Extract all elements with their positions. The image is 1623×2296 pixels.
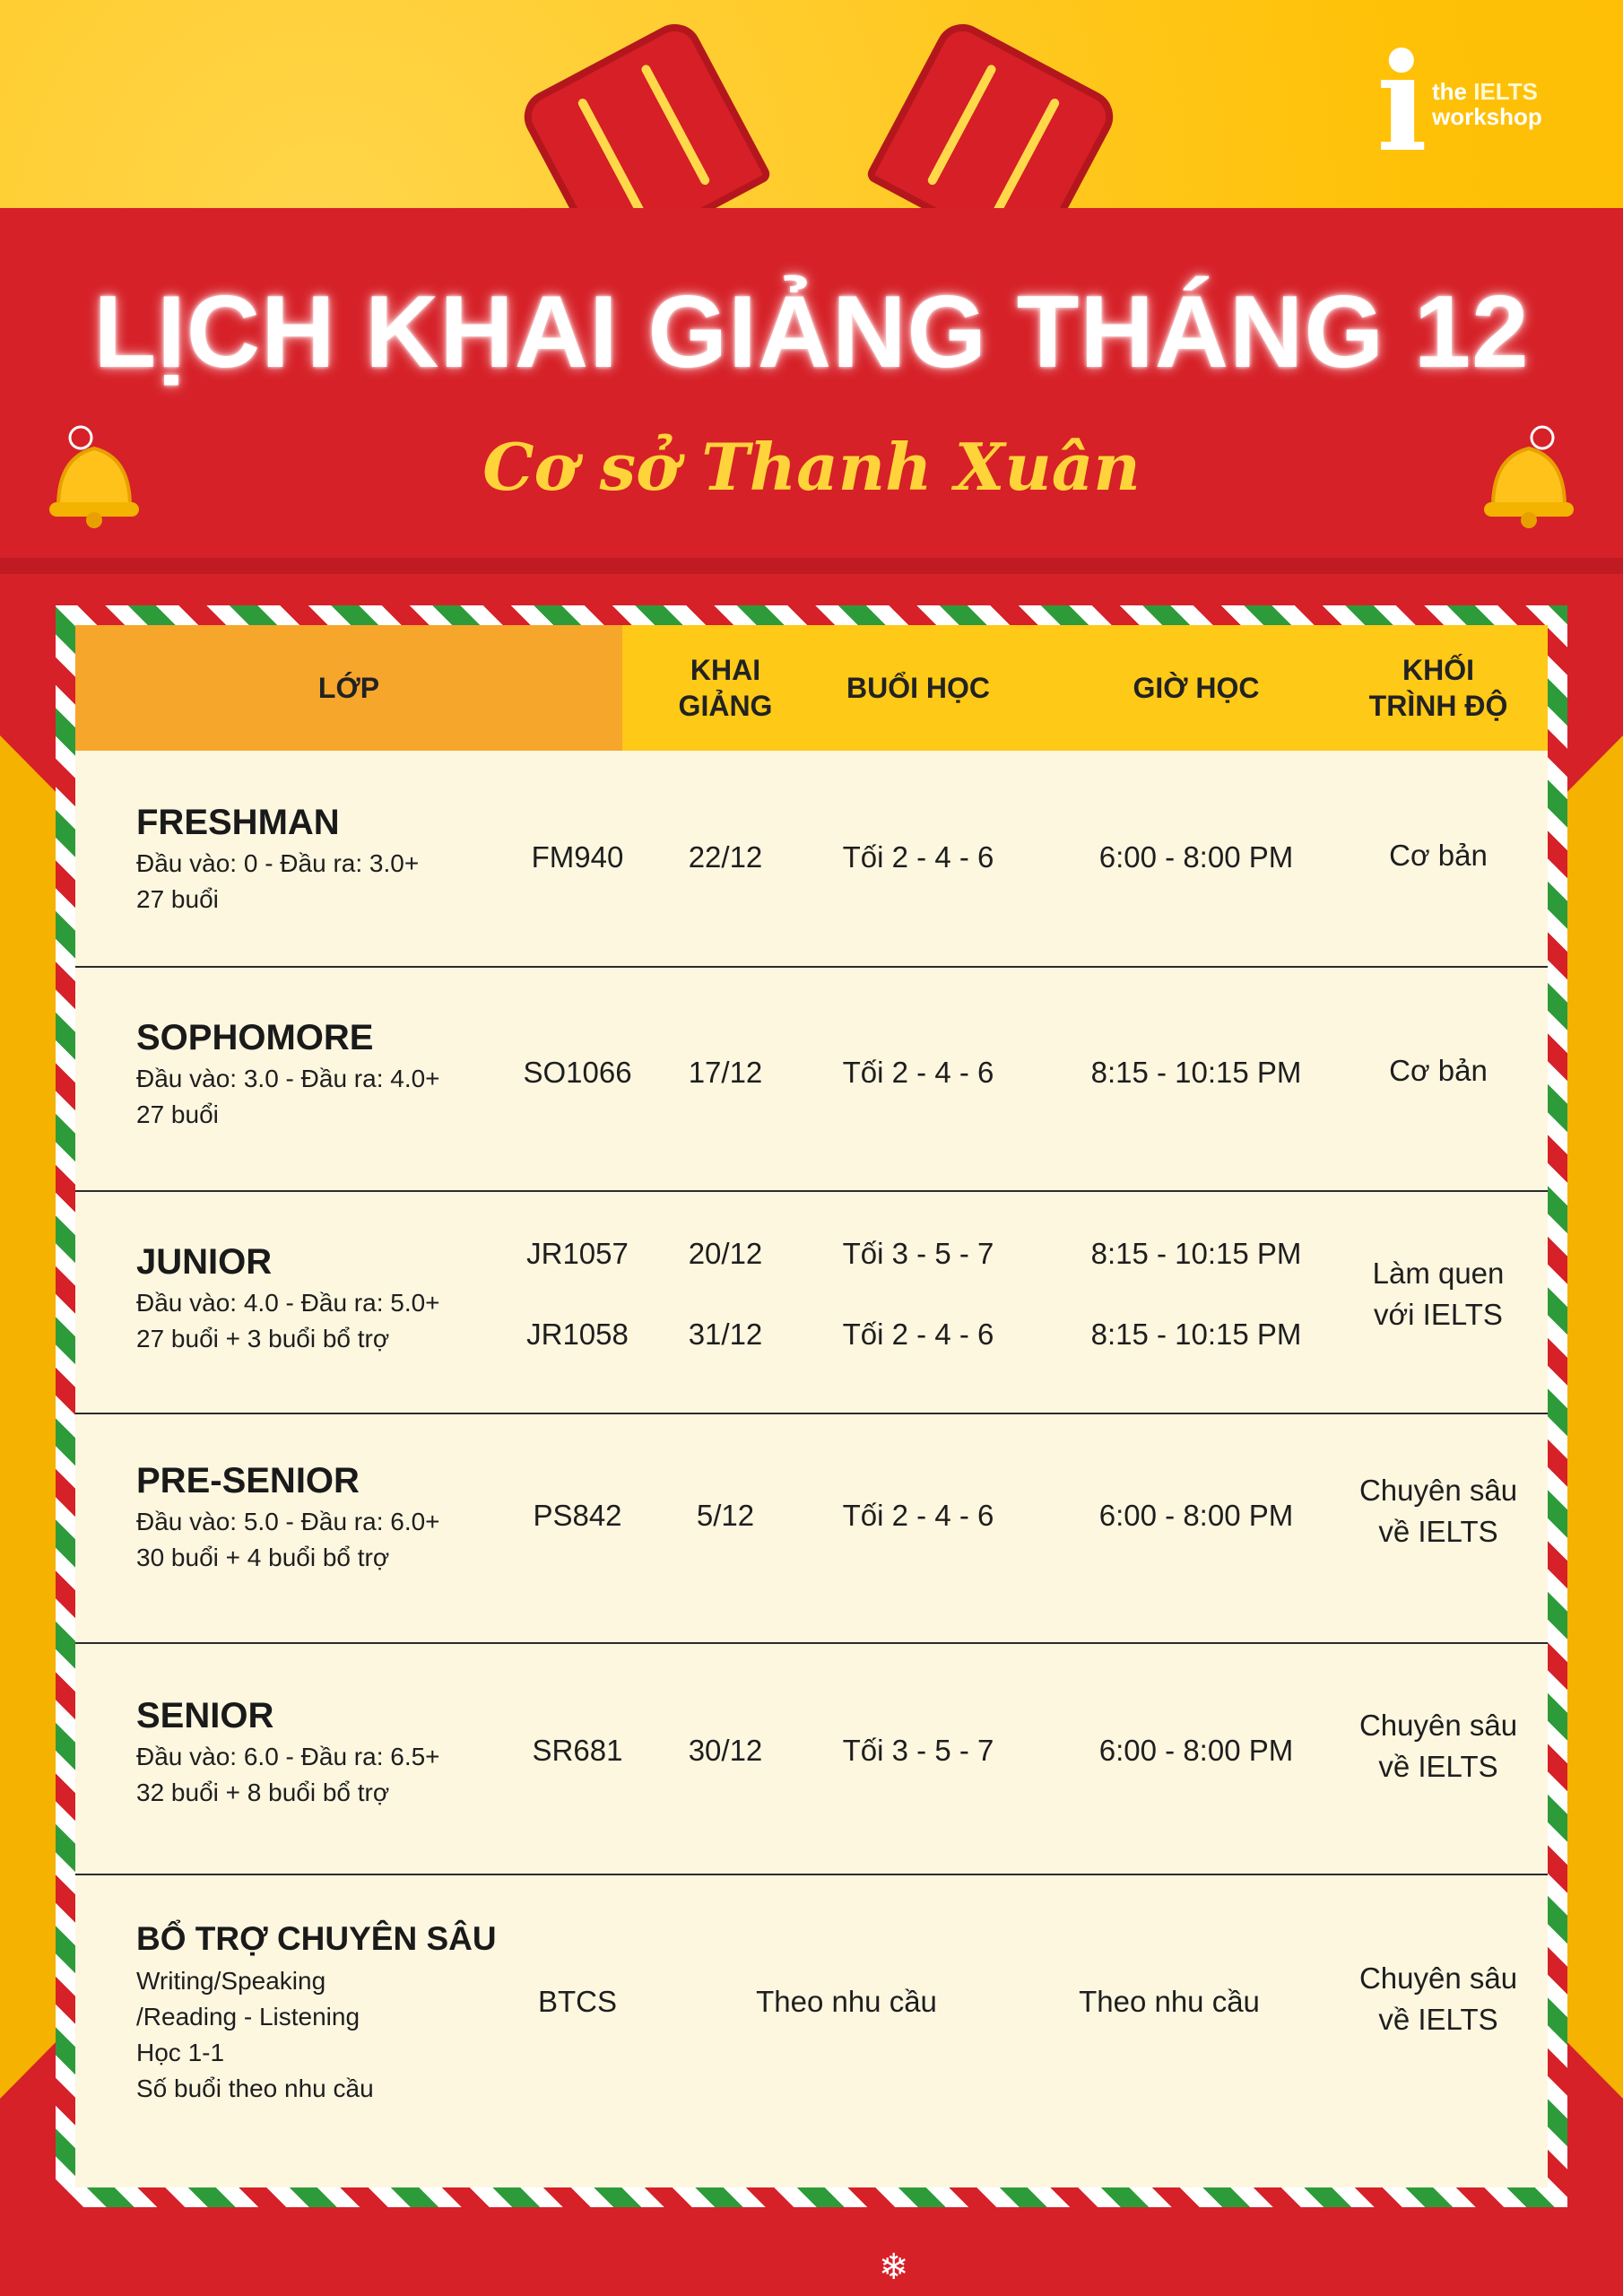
class-desc-line: Đầu vào: 4.0 - Đầu ra: 5.0+ [136, 1289, 440, 1317]
class-desc-line: Học 1-1 [136, 2039, 225, 2066]
start-date: 30/12 [688, 1734, 763, 1767]
level [1331, 1253, 1546, 1335]
schedule-table [75, 625, 1548, 2187]
start-and-sessions: Theo nhu cầu [756, 1985, 937, 2018]
class-desc-line: Đầu vào: 6.0 - Đầu ra: 6.5+ [136, 1743, 440, 1770]
logo-text [1432, 79, 1542, 129]
sessions: Tối 3 - 5 - 7 [842, 1734, 994, 1767]
class-time: 6:00 - 8:00 PM [1098, 840, 1294, 874]
logo-ielts: IELTS [1473, 78, 1538, 105]
sessions: Tối 2 - 4 - 6 [842, 840, 994, 874]
class-code: JR1057 [526, 1237, 629, 1270]
class-name: SENIOR [136, 1696, 274, 1735]
class-code-b: JR1058 [526, 1318, 629, 1351]
level [1331, 1705, 1546, 1787]
start-date: 22/12 [688, 840, 763, 874]
class-desc-line: 30 buổi + 4 buổi bổ trợ [136, 1544, 390, 1571]
start-date: 5/12 [696, 1499, 755, 1532]
class-desc-line: /Reading - Listening [136, 2003, 360, 2031]
table-row-sophomore [75, 968, 1548, 1192]
class-code: PS842 [533, 1499, 622, 1532]
class-time-b: 8:15 - 10:15 PM [1090, 1318, 1302, 1351]
start-date-b: 31/12 [688, 1318, 763, 1351]
class-description [136, 1285, 531, 1357]
table-row-junior [75, 1192, 1548, 1414]
table-header [75, 625, 1548, 751]
class-desc-line: Số buổi theo nhu cầu [136, 2074, 374, 2102]
level-line: Cơ bản [1389, 839, 1488, 872]
header-khai-giang: KHAI GIẢNG [678, 654, 773, 722]
class-description [136, 1504, 531, 1576]
header-ribbon-band [0, 208, 1623, 574]
class-code: SO1066 [523, 1056, 632, 1089]
class-name: FRESHMAN [136, 803, 340, 842]
table-row-freshman [75, 751, 1548, 968]
level-line: về IELTS [1378, 2003, 1498, 2036]
page-title: LỊCH KHAI GIẢNG THÁNG 12 [93, 275, 1530, 389]
class-desc-line: 27 buổi [136, 885, 219, 913]
page-subtitle: Cơ sở Thanh Xuân [482, 429, 1141, 505]
class-desc-line: 32 buổi + 8 buổi bổ trợ [136, 1779, 390, 1806]
class-time: 8:15 - 10:15 PM [1090, 1056, 1302, 1089]
class-time: 6:00 - 8:00 PM [1098, 1734, 1294, 1767]
level-line: Cơ bản [1389, 1054, 1488, 1087]
candy-cane-frame [56, 605, 1567, 2207]
sessions: Tối 2 - 4 - 6 [842, 1499, 994, 1532]
sessions: Tối 2 - 4 - 6 [842, 1056, 994, 1089]
header-khoi-trinh-do: KHỐI TRÌNH ĐỘ [1368, 654, 1508, 722]
bell-icon-right [1475, 422, 1583, 529]
class-code: FM940 [531, 840, 624, 874]
logo-workshop: workshop [1432, 103, 1542, 130]
class-name: JUNIOR [136, 1242, 273, 1282]
level-line: Làm quen [1372, 1257, 1505, 1290]
table-row-bo-tro-chuyen-sau [75, 1875, 1548, 2187]
logo-the: the [1432, 78, 1474, 105]
level-line: Chuyên sâu [1358, 1709, 1518, 1742]
level-line: về IELTS [1378, 1515, 1498, 1548]
level [1331, 1050, 1546, 1091]
class-desc-line: Writing/Speaking [136, 1967, 326, 1995]
table-row-senior [75, 1644, 1548, 1875]
header-buoi-hoc: BUỔI HỌC [846, 672, 990, 704]
header-gio-hoc: GIỜ HỌC [1133, 672, 1260, 704]
class-desc-line: Đầu vào: 5.0 - Đầu ra: 6.0+ [136, 1508, 440, 1535]
class-desc-line: Đầu vào: 3.0 - Đầu ra: 4.0+ [136, 1065, 440, 1092]
class-description [136, 1963, 531, 2107]
class-desc-line: 27 buổi + 3 buổi bổ trợ [136, 1325, 390, 1352]
snowflake-icon: ❄ [879, 2248, 909, 2287]
sessions-b: Tối 2 - 4 - 6 [842, 1318, 994, 1351]
logo-i-icon: i [1376, 24, 1428, 182]
bell-icon-left [40, 422, 148, 529]
level-line: Chuyên sâu [1358, 1474, 1518, 1507]
class-code: SR681 [532, 1734, 623, 1767]
class-name: SOPHOMORE [136, 1018, 374, 1057]
class-name: PRE-SENIOR [136, 1461, 360, 1500]
class-time: Theo nhu cầu [1079, 1985, 1260, 2018]
ielts-workshop-logo [1376, 24, 1592, 182]
class-name: BỔ TRỢ CHUYÊN SÂU [136, 1920, 497, 1957]
sessions: Tối 3 - 5 - 7 [842, 1237, 994, 1270]
class-description [136, 1739, 531, 1811]
class-time: 8:15 - 10:15 PM [1090, 1237, 1302, 1270]
level-line: với IELTS [1374, 1298, 1503, 1331]
level [1331, 1958, 1546, 2040]
level [1331, 835, 1546, 876]
level-line: về IELTS [1378, 1750, 1498, 1783]
start-date: 20/12 [688, 1237, 763, 1270]
level-line: Chuyên sâu [1358, 1961, 1518, 1995]
class-code: BTCS [537, 1985, 617, 2018]
class-description [136, 1061, 531, 1133]
class-time: 6:00 - 8:00 PM [1098, 1499, 1294, 1532]
start-date: 17/12 [688, 1056, 763, 1089]
header-lop: LỚP [317, 672, 380, 704]
class-desc-line: 27 buổi [136, 1100, 219, 1128]
bottom-ribbon-band [0, 2215, 1623, 2296]
table-row-pre-senior [75, 1414, 1548, 1644]
level [1331, 1470, 1546, 1552]
class-desc-line: Đầu vào: 0 - Đầu ra: 3.0+ [136, 849, 420, 877]
class-description [136, 846, 531, 918]
